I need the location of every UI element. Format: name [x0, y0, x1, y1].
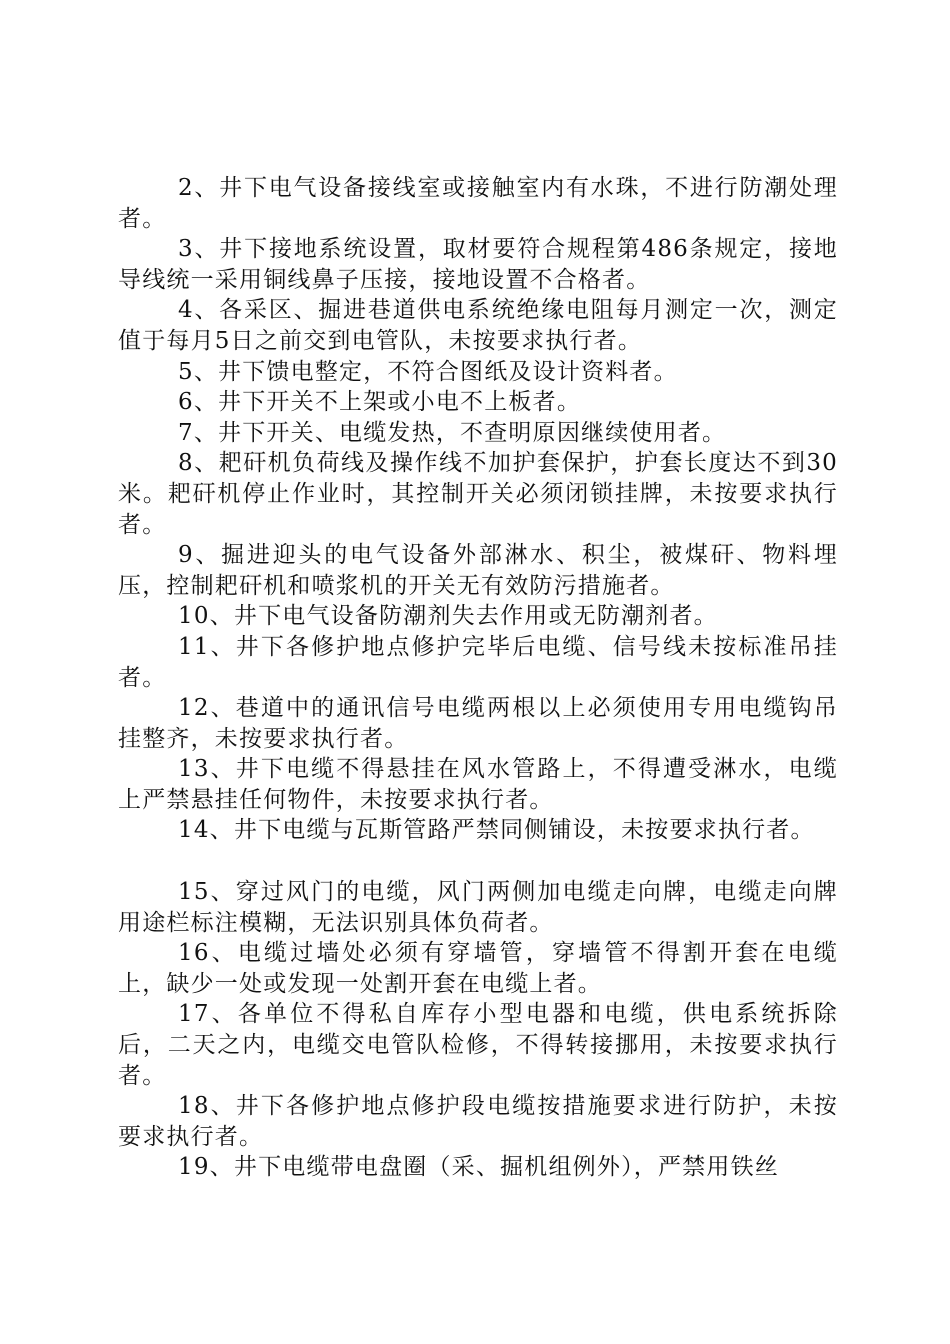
list-item: 12、巷道中的通讯信号电缆两根以上必须使用专用电缆钩吊挂整齐，未按要求执行者。 [118, 695, 838, 752]
list-item: 14、井下电缆与瓦斯管路严禁同侧铺设，未按要求执行者。 [178, 817, 815, 844]
list-item: 4、各采区、掘进巷道供电系统绝缘电阻每月测定一次，测定值于每月5日之前交到电管队，未按要求执行者。 [118, 297, 838, 354]
list-item: 8、耙矸机负荷线及操作线不加护套保护，护套长度达不到30米。耙矸机停止作业时，其控制开关必须闭锁挂牌，未按要求执行者。 [118, 450, 838, 538]
list-item: 13、井下电缆不得悬挂在风水管路上，不得遭受淋水，电缆上严禁悬挂任何物件，未按要求执行者。 [118, 756, 838, 813]
list-item: 6、井下开关不上架或小电不上板者。 [178, 389, 582, 416]
list-item: 18、井下各修护地点修护段电缆按措施要求进行防护，未按要求执行者。 [118, 1093, 838, 1150]
list-item: 9、掘进迎头的电气设备外部淋水、积尘，被煤矸、物料埋压，控制耙矸机和喷浆机的开关无有效防污措施者。 [118, 542, 838, 599]
list-item: 15、穿过风门的电缆，风门两侧加电缆走向牌，电缆走向牌用途栏标注模糊，无法识别具体负荷者。 [118, 879, 838, 936]
list-item: 11、井下各修护地点修护完毕后电缆、信号线未按标准吊挂者。 [118, 633, 838, 691]
list-item: 10、井下电气设备防潮剂失去作用或无防潮剂者。 [178, 603, 718, 630]
list-item: 19、井下电缆带电盘圈（采、掘机组例外），严禁用铁丝 [178, 1154, 779, 1181]
document-body [118, 173, 838, 1183]
list-item: 5、井下馈电整定，不符合图纸及设计资料者。 [178, 358, 678, 385]
list-item: 7、井下开关、电缆发热，不查明原因继续使用者。 [178, 419, 727, 446]
list-item: 17、各单位不得私自库存小型电器和电缆，供电系统拆除后，二天之内，电缆交电管队检修，不得转接挪用，未按要求执行者。 [118, 1001, 838, 1089]
list-item: 16、电缆过墙处必须有穿墙管，穿墙管不得割开套在电缆上，缺少一处或发现一处割开套在电缆上者。 [118, 940, 838, 997]
list-item: 3、井下接地系统设置，取材要符合规程第486条规定，接地导线统一采用铜线鼻子压接，接地设置不合格者。 [118, 236, 838, 293]
list-item: 2、井下电气设备接线室或接触室内有水珠，不进行防潮处理者。 [118, 175, 838, 232]
